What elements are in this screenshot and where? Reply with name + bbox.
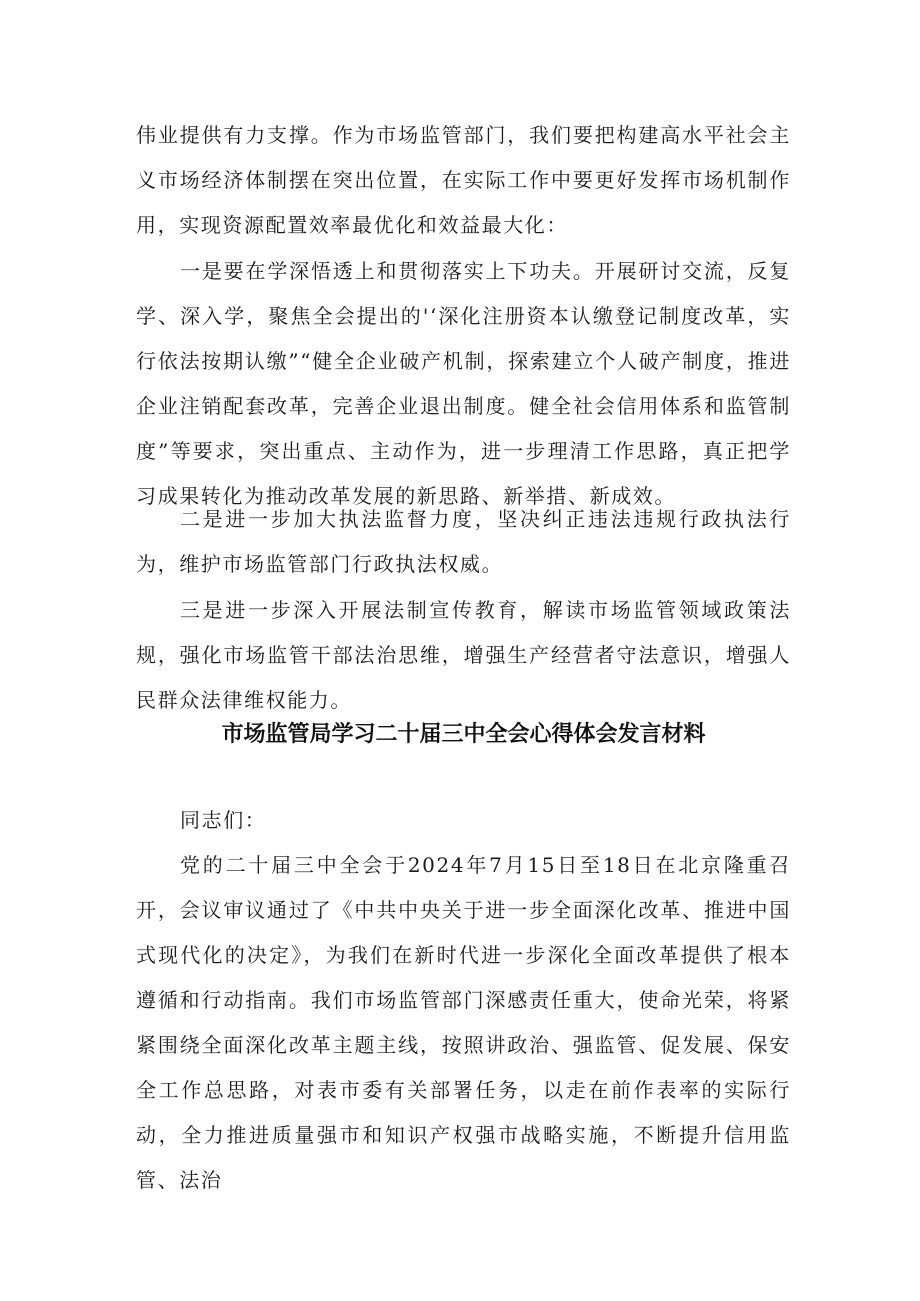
paragraph-opening: 党的二十届三中全会于2024年7月15日至18日在北京隆重召开，会议审议通过了《中共中央关于进一步全面深化改革、推进中国式现代化的决定》，为我们在新时代进一步深化全面改革提供了根本遵循和行动指南。我们市场监管部门深感责任重大，使命光荣，将紧紧围绕全面深化改革主题主线，按照讲政治、强监管、促发展、保安全工作总思路，对表市委有关部署任务，以走在前作表率的实际行动，全力推进质量强市和知识产权强市战略实施，不断提升信用监管、法治 [136, 853, 791, 1192]
paragraph-point-three: 三是进一步深入开展法制宣传教育，解读市场监管领域政策法规，强化市场监管干部法治思维，增强生产经营者守法意识，增强人民群众法律维权能力。 [136, 598, 791, 712]
paragraph-point-two: 二是进一步加大执法监督力度，坚决纠正违法违规行政执法行为，维护市场监管部门行政执法权威。 [136, 507, 791, 576]
paragraph-point-one: 一是要在学深悟透上和贯彻落实上下功夫。开展研讨交流，反复学、深入学，聚焦全会提出的'‘深化注册资本认缴登记制度改革，实行依法按期认缴”“健全企业破产机制，探索建立个人破产制度，推进企业注销配套改革，完善企业退出制度。健全社会信用体系和监管制度”等要求，突出重点、主动作为，进一步理清工作思路，真正把学习成果转化为推动改革发展的新思路、新举措、新成效。 [136, 259, 791, 508]
greeting: 同志们： [180, 808, 267, 832]
paragraph-continuation: 伟业提供有力支撑。作为市场监管部门，我们要把构建高水平社会主义市场经济体制摆在突出位置，在实际工作中要更好发挥市场机制作用，实现资源配置效率最优化和效益最大化： [136, 123, 791, 237]
document-title: 市场监管局学习二十届三中全会心得体会发言材料 [221, 722, 706, 747]
